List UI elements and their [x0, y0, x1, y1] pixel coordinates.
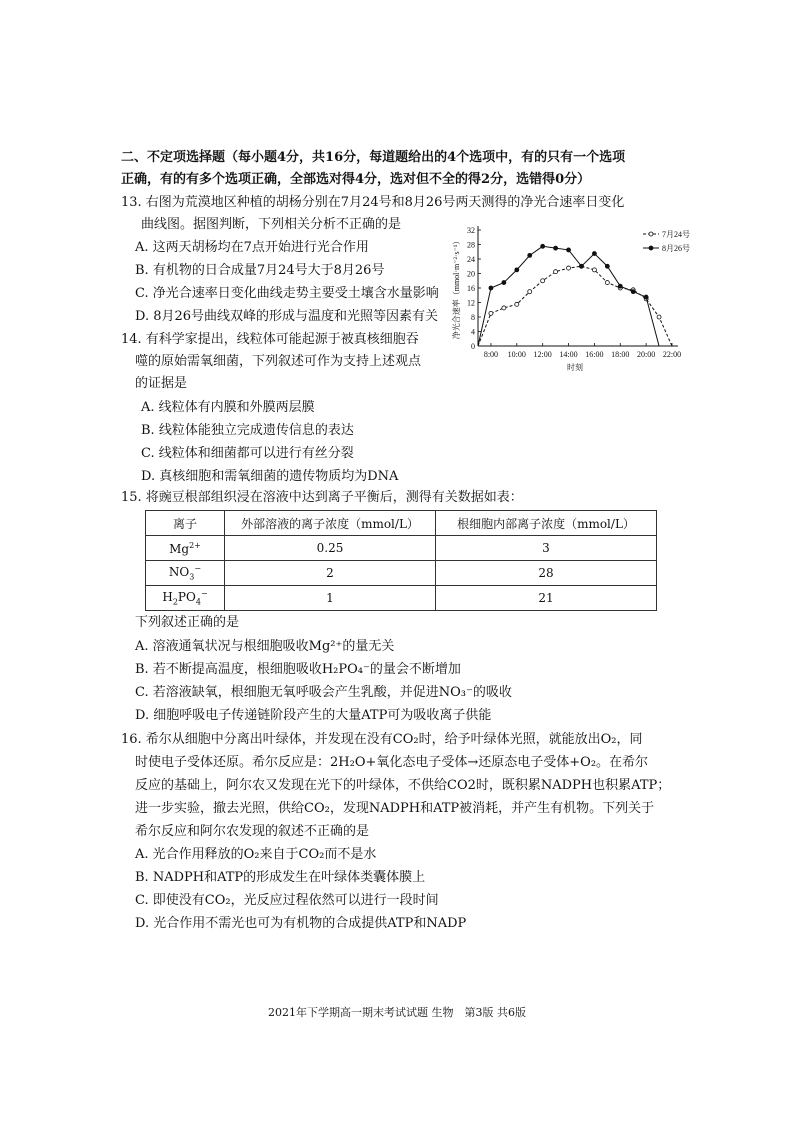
q13-option-b: B. 有机物的日合成量7月24号大于8月26号 [135, 263, 385, 278]
data-point [592, 252, 596, 256]
data-point [541, 279, 545, 283]
data-point [631, 290, 635, 294]
data-point [592, 268, 596, 272]
inner-conc-cell: 21 [436, 586, 657, 611]
data-point [657, 315, 661, 319]
series-line-0 [478, 266, 672, 346]
section-title-line2: 正确，有的有多个选项正确，全部选对得4分，选对但不全的得2分，选错得0分） [121, 172, 591, 187]
q14-option-c: C. 线粒体和细菌都可以进行有丝分裂 [141, 446, 354, 461]
x-tick-label: 10:00 [507, 350, 526, 359]
ion-symbol: Mg [169, 541, 190, 556]
chart-legend [643, 229, 690, 253]
y-tick-label: 12 [467, 298, 475, 308]
table-header-ion: 离子 [146, 511, 225, 536]
y-tick-label: 0 [471, 342, 475, 351]
ion-charge: 2+ [189, 540, 201, 550]
legend-label: 7月24号 [662, 230, 690, 239]
x-tick-label: 22:00 [662, 350, 682, 359]
ion-charge: − [200, 589, 208, 599]
y-tick-label: 4 [471, 327, 475, 337]
ion-cell-mg [146, 536, 225, 561]
data-point [502, 281, 506, 285]
q16-stem-line5: 希尔反应和阿尔农发现的叙述不正确的是 [135, 824, 370, 839]
q16-option-c: C. 即使没有CO₂，光反应过程依然可以进行一段时间 [135, 893, 439, 908]
q15-stem: 15. 将豌豆根部组织浸在溶液中达到离子平衡后，测得有关数据如表： [121, 490, 523, 505]
data-point [605, 264, 609, 268]
chart-svg [448, 220, 706, 376]
ion-subscript: 3 [189, 572, 195, 582]
x-tick-label: 18:00 [611, 350, 630, 359]
data-point [489, 286, 493, 290]
legend-marker [649, 232, 653, 236]
x-tick-label: 12:00 [533, 350, 552, 359]
data-point [567, 248, 571, 252]
q15-option-d: D. 细胞呼吸电子传递链阶段产生的大量ATP可为吸收离子供能 [135, 708, 492, 723]
q14-option-b: B. 线粒体能独立完成遗传信息的表达 [141, 423, 354, 438]
y-tick-label: 28 [467, 240, 475, 250]
q15-option-b: B. 若不断提高温度，根细胞吸收H₂PO₄⁻的量会不断增加 [135, 662, 461, 677]
ion-symbol-po: PO [177, 590, 196, 605]
q13-option-a: A. 这两天胡杨均在7点开始进行光合作用 [135, 240, 369, 255]
data-point [605, 281, 609, 285]
x-tick-label: 14:00 [559, 350, 578, 359]
table-row [146, 536, 657, 561]
q16-option-d: D. 光合作用不需光也可为有机物的合成提供ATP和NADP [135, 916, 467, 931]
table-row [146, 561, 657, 586]
ion-symbol-h: H [162, 590, 173, 605]
ion-subscript-h: 2 [172, 597, 178, 607]
outer-conc-cell: 1 [225, 586, 436, 611]
outer-conc-cell: 2 [225, 561, 436, 586]
q13-stem-line2: 曲线图。据图判断，下列相关分析不正确的是 [141, 217, 402, 232]
q16-option-b: B. NADPH和ATP的形成发生在叶绿体类囊体膜上 [135, 870, 426, 885]
q13-option-d: D. 8月26号曲线双峰的形成与温度和光照等因素有关 [135, 309, 439, 324]
y-tick-label: 16 [467, 284, 475, 293]
data-point [489, 311, 493, 315]
ion-subscript: 4 [195, 597, 201, 607]
x-tick-label: 16:00 [585, 350, 604, 359]
q13-option-c: C. 净光合速率日变化曲线走势主要受土壤含水量影响 [135, 286, 439, 301]
q15-option-a: A. 溶液通氧状况与根细胞吸收Mg²⁺的量无关 [135, 639, 395, 654]
chart-y-label: 净光合速率（mmol·m⁻²·s⁻¹） [452, 236, 461, 340]
data-point [567, 266, 571, 270]
chart-x-label: 时刻 [567, 363, 583, 372]
ion-cell-no3 [146, 561, 225, 586]
q16-stem-line4: 进一步实验，撤去光照，供给CO₂，发现NADPH和ATP被消耗，并产生有机物。下列关于 [135, 801, 655, 816]
q16-stem-line3: 反应的基础上，阿尔农又发现在光下的叶绿体，不供给CO2时，既积累NADPH也积累ATP； [135, 778, 671, 793]
q13-stem-line1: 13. 右图为荒漠地区种植的胡杨分别在7月24号和8月26号两天测得的净光合速率日变化 [121, 195, 625, 210]
data-point [528, 290, 532, 294]
q14-stem-line3: 的证据是 [135, 376, 188, 391]
q14-stem-line1: 14. 有科学家提出，线粒体可能起源于被真核细胞吞 [121, 332, 419, 347]
chart-series [478, 244, 672, 346]
y-tick-label: 20 [467, 269, 475, 279]
inner-conc-cell: 3 [436, 536, 657, 561]
table-row [146, 586, 657, 611]
q16-option-a: A. 光合作用释放的O₂来自于CO₂而不是水 [135, 847, 377, 862]
table-header-row [146, 511, 657, 536]
legend-marker [649, 246, 653, 250]
q15-option-c: C. 若溶液缺氧，根细胞无氧呼吸会产生乳酸，并促进NO₃⁻的吸收 [135, 685, 512, 700]
ion-charge: − [194, 564, 202, 574]
ion-cell-h2po4 [146, 586, 225, 611]
q14-option-a: A. 线粒体有内膜和外膜两层膜 [141, 400, 315, 415]
table-header-outer: 外部溶液的离子浓度（mmol/L） [225, 511, 436, 536]
y-tick-label: 24 [467, 255, 475, 264]
q14-stem-line2: 噬的原始需氧细菌，下列叙述可作为支持上述观点 [135, 354, 422, 369]
x-tick-label: 20:00 [637, 350, 656, 359]
data-point [618, 284, 622, 288]
y-tick-label: 8 [471, 313, 475, 322]
ion-symbol: NO [168, 565, 190, 580]
section-title-line1: 二、不定项选择题（每小题4分，共16分，每道题给出的4个选项中，有的只有一个选项 [121, 150, 626, 165]
legend-label: 8月26号 [662, 244, 690, 253]
page-footer: 2021年下学期高一期末考试试题 生物 第3版 共6版 [268, 1006, 526, 1019]
q16-stem-line1: 16. 希尔从细胞中分离出叶绿体，并发现在没有CO₂时，给予叶绿体光照，就能放出O₂，同 [121, 732, 643, 747]
data-point [541, 244, 545, 248]
ion-concentration-table [145, 510, 657, 611]
data-point [579, 264, 583, 268]
data-point [554, 246, 558, 250]
q14-option-d: D. 真核细胞和需氧细菌的遗传物质均为DNA [141, 469, 399, 484]
inner-conc-cell: 28 [436, 561, 657, 586]
q15-lead: 下列叙述正确的是 [135, 615, 240, 630]
data-point [502, 306, 506, 310]
series-line-1 [478, 246, 659, 346]
data-point [528, 253, 532, 257]
data-point [515, 302, 519, 306]
y-tick-label: 32 [467, 226, 475, 235]
data-point [554, 270, 558, 274]
data-point [515, 268, 519, 272]
chart-axes [478, 226, 678, 346]
table-header-inner: 根细胞内部离子浓度（mmol/L） [436, 511, 657, 536]
outer-conc-cell: 0.25 [225, 536, 436, 561]
chart-ticks [467, 226, 681, 359]
x-tick-label: 8:00 [483, 350, 499, 359]
net-photosynthesis-chart [448, 220, 706, 376]
data-point [644, 295, 648, 299]
q16-stem-line2: 时使电子受体还原。希尔反应是：2H₂O+氧化态电子受体→还原态电子受体+O₂。在希尔 [135, 755, 649, 770]
